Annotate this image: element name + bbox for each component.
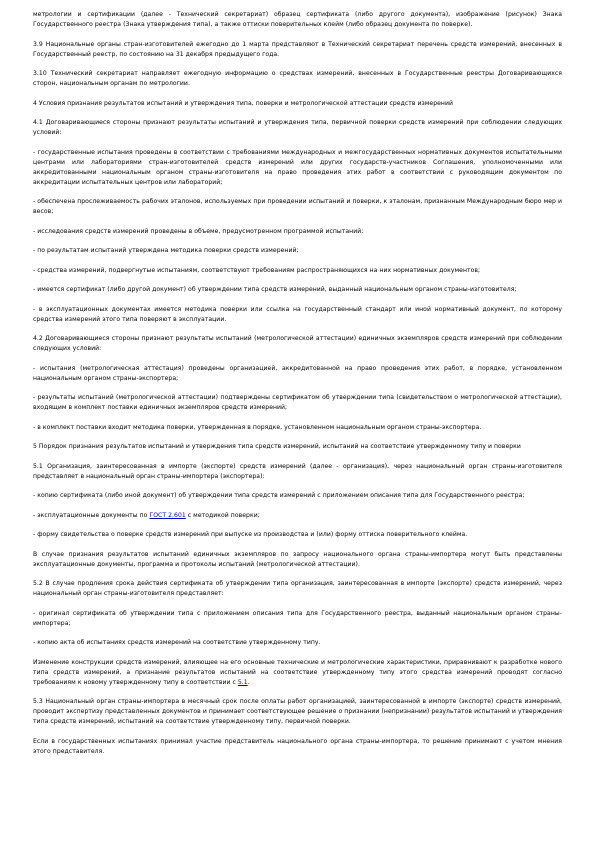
paragraph xyxy=(33,393,562,413)
paragraph xyxy=(33,423,562,433)
reference-link[interactable]: 5.1 xyxy=(237,678,248,686)
paragraph xyxy=(33,442,562,452)
paragraph-text: 3.9 Национальные органы стран-изготовителей ежегодно до 1 марта представляют в Технический секретариат перечень средств измерений, внесенных в Государственный реестр, по состоянию на 31 декабря предыдущего года. xyxy=(33,40,562,58)
paragraph xyxy=(33,609,562,629)
paragraph-text: 5.3 Национальный орган страны-импортера в месячный срок после оплаты работ организацией, заинтересованной в импорте (экспорте) средств измерений, проводит экспертизу представленных документов и принимает соответствующее решение о признании (непризнании) результатов испытаний и утверждения типа средств измерений, испытаний на соответствие утвержденному типу, первичной поверки. xyxy=(33,698,562,725)
paragraph xyxy=(33,10,562,30)
paragraph xyxy=(33,658,562,688)
paragraph xyxy=(33,462,562,482)
paragraph-text: - в эксплуатационных документах имеется методика поверки или ссылка на государственный стандарт или иной нормативный документ, по которому средства измерений этого типа поверяют в эксплуатации. xyxy=(33,305,562,323)
paragraph-text: В случае признания результатов испытаний единичных экземпляров по запросу национального органа страны-импортера могут быть представлены эксплуатационные документы, программа и протоколы испытаний (метрологической аттестации). xyxy=(33,550,562,568)
paragraph-text: Если в государственных испытаниях принимал участие представитель национального органа страны-импортера, то решение принимают с учетом мнения этого представителя. xyxy=(33,737,562,755)
paragraph-text: - результаты испытаний (метрологической аттестации) подтверждены сертификатом об утверждении типа (свидетельством о метрологической аттестации), входящим в комплект поставки единичных экземпляров средств измерений; xyxy=(33,394,562,411)
paragraph xyxy=(33,197,562,217)
paragraph xyxy=(33,491,562,501)
paragraph-text: с методикой поверки; xyxy=(185,511,260,519)
paragraph-text: - исследования средств измерений проведены в объеме, предусмотренном программой испытаний; xyxy=(33,227,364,235)
paragraph-text: - в комплект поставки входит методика поверки, утвержденная в порядке, установленном национальным органом страны-экспортера. xyxy=(33,423,482,431)
paragraph-text: - испытания (метрологическая аттестация) проведены организацией, аккредитованной на право проведения этих работ, в порядке, установленном национальным органом страны-экспортера; xyxy=(33,364,562,382)
paragraph xyxy=(33,550,562,570)
paragraph-text: - по результатам испытаний утверждена методика поверки средств измерений; xyxy=(33,247,299,254)
paragraph xyxy=(33,364,562,384)
paragraph-text: . xyxy=(247,678,250,686)
paragraph xyxy=(33,40,562,60)
paragraph xyxy=(33,511,562,521)
paragraph-text: - имеется сертификат (либо другой документ) об утверждении типа средств измерений, выданный национальным органом страны-изготовителя; xyxy=(33,286,517,293)
paragraph xyxy=(33,737,562,757)
paragraph-text: Изменение конструкции средств измерений, влияющее на его основные технические и метрологические характеристики, приравнивают к разработке нового типа средств измерений, а признание результатов испытаний на соответствие утвержденному типу этого средства измерений проводят согласно требованиям к новому утвержденному типу в соответствии с xyxy=(33,658,562,686)
paragraph xyxy=(33,285,562,295)
paragraph-text: - средства измерений, подвергнутые испытаниям, соответствуют требованиям распространяющихся на них нормативных документов; xyxy=(33,266,481,274)
paragraph-text: - форму свидетельства о поверке средств измерений при выпуске из производства и (или) форму оттиска поверительного клейма. xyxy=(33,531,468,538)
paragraph xyxy=(33,227,562,237)
paragraph-text: - эксплуатационные документы по xyxy=(33,511,150,519)
paragraph-text: 5.2 В случае продления срока действия сертификата об утверждении типа организация, заинтересованная в импорте (экспорте) средств измерений, через национальный орган страны-изготовителя представляет: xyxy=(33,580,562,597)
paragraph xyxy=(33,638,562,648)
paragraph xyxy=(33,334,562,354)
paragraph-text: 3.10 Технический секретариат направляет ежегодную информацию о средствах измерений, внесенных в Государственные реестры Договаривающихся сторон, национальным органам по метрологии. xyxy=(33,70,562,87)
paragraph xyxy=(33,69,562,89)
paragraph-text: 5.1 Организация, заинтересованная в импорте (экспорте) средств измерений (далее - организация), через национальный орган страны-изготовителя представляет в национальный орган страны-импортера (экспортера): xyxy=(33,462,562,480)
paragraph-text: 4.1 Договаривающиеся стороны признают результаты испытаний и утверждения типа, первичной поверки средств измерений при соблюдении следующих условий: xyxy=(33,119,562,136)
reference-link[interactable]: ГОСТ 2.601 xyxy=(149,511,186,519)
paragraph-text: 5 Порядок признания результатов испытаний и утверждения типа средств измерений, испытаний на соответствие утвержденному типу и поверки xyxy=(33,443,521,450)
paragraph-text: - государственные испытания проведены в соответствии с требованиями международных и межгосударственных нормативных документов испытательными центрами или лабораториями стран-изготовителей средств измерений или других государств-участников Соглашения, уполномоченными или аккредитованными национальным органом страны-изготовителя на право проведения этих работ в соответствии с руководящим документом по аккредитации испытательных центров или лабораторий; xyxy=(33,148,562,186)
paragraph xyxy=(33,118,562,138)
paragraph xyxy=(33,246,562,256)
paragraph xyxy=(33,99,562,109)
paragraph xyxy=(33,697,562,727)
paragraph xyxy=(33,530,562,540)
paragraph xyxy=(33,148,562,188)
paragraph-text: - обеспечена прослеживаемость рабочих эталонов, используемых при проведении испытаний и поверки, к эталонам, признанным Международным бюро мер и весов; xyxy=(33,198,562,215)
paragraph xyxy=(33,579,562,599)
paragraph-text: метрологии и сертификации (далее - Технический секретариат) образец сертификата (либо другого документа), изображение (рисунок) Знака Государственного реестра (Знака утверждения типа), а также оттиски поверительных клейм (либо образец документа по поверке). xyxy=(33,11,562,28)
paragraph-text: 4.2 Договаривающиеся стороны признают результаты испытаний (метрологической аттестации) единичных экземпляров средств измерений при соблюдении следующих условий: xyxy=(33,335,562,352)
paragraph-text: - копию сертификата (либо иной документ) об утверждении типа средств измерений с приложением описания типа для Государственного реестра; xyxy=(33,492,525,499)
paragraph xyxy=(33,305,562,325)
paragraph xyxy=(33,266,562,276)
paragraph-text: - оригинал сертификата об утверждении типа с приложением описания типа для Государственного реестра, выданный национальным органом страны-импортера; xyxy=(33,609,562,627)
paragraph-text: - копию акта об испытаниях средств измерений на соответствие утвержденному типу. xyxy=(33,639,321,646)
paragraph-text: 4 Условия признания результатов испытаний и утверждения типа, поверки и метрологической аттестации средств измерений xyxy=(33,99,453,107)
